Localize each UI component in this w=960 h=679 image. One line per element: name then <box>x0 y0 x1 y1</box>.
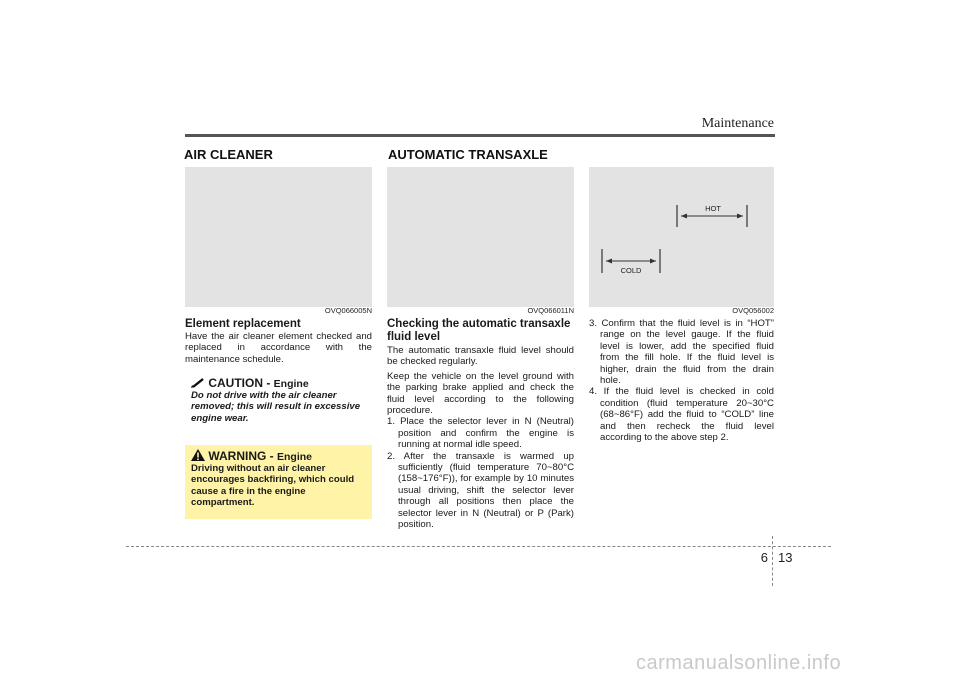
list-item: 2. After the transaxle is warmed up sufficiently (fluid temperature 70~80°C (158~176°F)), for example by 10 minutes usual driving, shift the selector lever through all positions then place the selector lever in N (Neutral) or P (Park) position. <box>387 450 574 531</box>
caution-body: Do not drive with the air cleaner removed; this will result in excessive engine wear. <box>191 390 361 424</box>
caution-sub: Engine <box>273 378 309 390</box>
air-cleaner-image <box>185 167 372 307</box>
transaxle-text-continued <box>589 318 774 443</box>
gauge-hot-label: HOT <box>705 204 721 213</box>
transaxle-heading: Checking the automatic transaxle fluid level <box>387 318 571 343</box>
transaxle-p1: The automatic transaxle fluid level should be checked regularly. <box>387 345 574 368</box>
transaxle-text <box>387 318 574 531</box>
caution-label: CAUTION - <box>208 376 274 390</box>
footer-watermark: carmanualsonline.info <box>636 652 842 674</box>
list-item: 4. If the fluid level is checked in cold condition (fluid temperature 20~30°C (68~86°F) add the fluid to “COLD” line and then recheck the fluid level according to the above step 2. <box>589 386 774 444</box>
caution-title <box>191 376 366 390</box>
header-rule <box>185 134 775 137</box>
chapter-number: 6 <box>760 550 768 565</box>
warning-label: WARNING - <box>208 449 278 463</box>
warning-sub: Engine <box>277 451 313 463</box>
fluid-gauge-image <box>589 167 774 307</box>
warning-body: Driving without an air cleaner encourages backfiring, which could cause a fire in the engine compartment. <box>191 463 355 509</box>
image-code: OVQ066011N <box>527 306 574 315</box>
list-item: 1. Place the selector lever in N (Neutral) position and confirm the engine is running at normal idle speed. <box>387 416 574 451</box>
warning-title <box>191 449 366 463</box>
section-title-air-cleaner: AIR CLEANER <box>178 143 372 167</box>
transaxle-image <box>387 167 574 307</box>
warning-box <box>185 445 372 519</box>
pencil-icon <box>191 377 205 388</box>
warning-triangle-icon <box>191 449 205 461</box>
gauge-cold-label: COLD <box>620 266 642 275</box>
gauge-diagram <box>589 167 774 307</box>
transaxle-p2: Keep the vehicle on the level ground with the parking brake applied and check the fluid level according to the following procedure. <box>387 370 574 417</box>
transaxle-steps <box>387 416 574 530</box>
element-replacement-heading: Element replacement <box>185 318 301 330</box>
page-header-title: Maintenance <box>701 116 774 131</box>
footer-dashed-rule <box>126 546 831 547</box>
image-code: OVQ066005N <box>324 306 372 315</box>
page-number: 13 <box>778 550 793 565</box>
page-number-divider <box>772 536 773 586</box>
air-cleaner-text <box>185 318 372 365</box>
list-item: 3. Confirm that the fluid level is in “HOT” range on the level gauge. If the fluid level is lower, add the specified fluid from the fill hole. If the fluid level is higher, drain the fluid from the drain hole. <box>589 318 774 387</box>
caution-box <box>185 372 372 434</box>
element-replacement-body: Have the air cleaner element checked and replaced in accordance with the maintenance schedule. <box>185 331 372 365</box>
image-code: OVQ056002 <box>732 306 774 315</box>
transaxle-steps-continued <box>589 318 774 443</box>
section-title-transaxle: AUTOMATIC TRANSAXLE <box>382 143 774 167</box>
